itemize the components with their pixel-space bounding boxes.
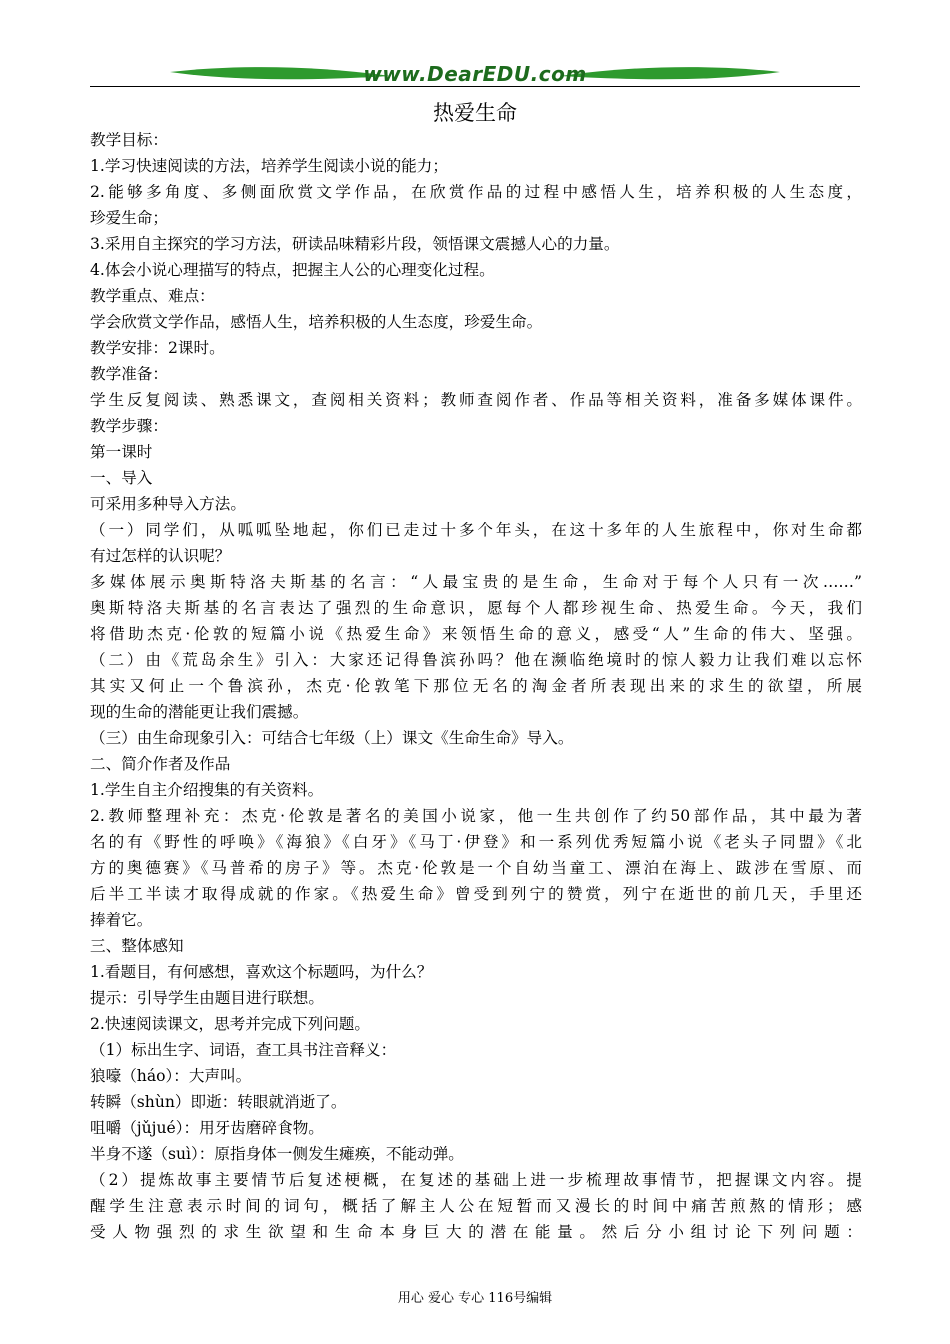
text-line: 半身不遂（suì）：原指身体一侧发生瘫痪，不能动弹。 [90, 1145, 464, 1163]
page-footer: 用心 爱心 专心 116号编辑 [397, 1291, 553, 1306]
text-line: 其实又何止一个鲁滨孙，杰克·伦敦笔下那位无名的淘金者所表现出来的求生的欲望，所展 [90, 677, 862, 695]
text-line: 教学步骤： [90, 417, 168, 435]
text-line: 1.看题目，有何感想，喜欢这个标题吗，为什么？ [90, 963, 433, 981]
text-line: 学生反复阅读、熟悉课文，查阅相关资料；教师查阅作者、作品等相关资料，准备多媒体课件。 [90, 391, 862, 409]
text-line: （二）由《荒岛余生》引入：大家还记得鲁滨孙吗？他在濒临绝境时的惊人毅力让我们难以忘怀 [90, 651, 862, 669]
site-header-banner [90, 58, 860, 94]
text-line: 1.学习快速阅读的方法，培养学生阅读小说的能力； [90, 157, 448, 175]
text-line: 方的奥德赛》《马普希的房子》等。杰克·伦敦是一个自幼当童工、漂泊在海上、跋涉在雪原、而 [90, 859, 862, 877]
text-line: 教学重点、难点： [90, 287, 215, 305]
text-line: 一、导入 [90, 469, 153, 487]
text-line: 珍爱生命； [90, 209, 168, 227]
text-line: 名的有《野性的呼唤》《海狼》《白牙》《马丁·伊登》和一系列优秀短篇小说《老头子同盟》《北 [90, 833, 862, 851]
text-line: 转瞬（shùn）即逝：转眼就消逝了。 [90, 1093, 347, 1111]
text-line: 现的生命的潜能更让我们震撼。 [90, 703, 309, 721]
text-line: 多媒体展示奥斯特洛夫斯基的名言：“人最宝贵的是生命，生命对于每个人只有一次……” [90, 573, 862, 591]
text-line: 教学目标： [90, 131, 168, 149]
text-line: 三、整体感知 [90, 937, 184, 955]
text-line: 醒学生注意表示时间的词句，概括了解主人公在短暂而又漫长的时间中痛苦煎熬的情形；感 [90, 1197, 862, 1215]
text-line: 2.快速阅读课文，思考并完成下列问题。 [90, 1015, 370, 1033]
text-line: 后半工半读才取得成就的作家。《热爱生命》曾受到列宁的赞赏，列宁在逝世的前几天，手里还 [90, 885, 862, 903]
text-line: 咀嚼（jǔjué）：用牙齿磨碎食物。 [90, 1119, 324, 1137]
document-body [90, 127, 862, 1245]
text-line: 奥斯特洛夫斯基的名言表达了强烈的生命意识，愿每个人都珍视生命、热爱生命。今天，我们 [90, 599, 862, 617]
text-line: 3.采用自主探究的学习方法，研读品味精彩片段，领悟课文震撼人心的力量。 [90, 235, 620, 253]
text-line: 二、简介作者及作品 [90, 755, 231, 773]
text-line: 可采用多种导入方法。 [90, 495, 246, 513]
text-line: 2.教师整理补充：杰克·伦敦是著名的美国小说家，他一生共创作了约50部作品，其中最为著 [90, 807, 862, 825]
text-line: 捧着它。 [90, 911, 153, 929]
text-line: （2）提炼故事主要情节后复述梗概，在复述的基础上进一步梳理故事情节，把握课文内容。提 [90, 1171, 862, 1189]
text-line: （1）标出生字、词语，查工具书注音释义： [90, 1041, 397, 1059]
text-line: 2.能够多角度、多侧面欣赏文学作品，在欣赏作品的过程中感悟人生，培养积极的人生态度， [90, 183, 862, 201]
text-line: （三）由生命现象引入：可结合七年级（上）课文《生命生命》导入。 [90, 729, 574, 747]
header-divider [90, 86, 860, 87]
text-line: 学会欣赏文学作品，感悟人生，培养积极的人生态度，珍爱生命。 [90, 313, 543, 331]
text-line: 狼嚎（háo）：大声叫。 [90, 1067, 252, 1085]
text-line: 第一课时 [90, 443, 153, 461]
text-line: 将借助杰克·伦敦的短篇小说《热爱生命》来领悟生命的意义，感受“人”生命的伟大、坚强。 [90, 625, 862, 643]
text-line: 有过怎样的认识呢？ [90, 547, 231, 565]
text-line: 受人物强烈的求生欲望和生命本身巨大的潜在能量。然后分小组讨论下列问题： [90, 1223, 862, 1241]
text-line: 1.学生自主介绍搜集的有关资料。 [90, 781, 324, 799]
text-line: 提示：引导学生由题目进行联想。 [90, 989, 324, 1007]
document-title: 热爱生命 [433, 101, 517, 125]
text-line: 教学安排：2课时。 [90, 339, 225, 357]
site-url-text: www.DearEDU.com [363, 62, 587, 86]
text-line: （一）同学们，从呱呱坠地起，你们已走过十多个年头，在这十多年的人生旅程中，你对生命都 [90, 521, 862, 539]
text-line: 教学准备： [90, 365, 168, 383]
text-line: 4.体会小说心理描写的特点，把握主人公的心理变化过程。 [90, 261, 495, 279]
